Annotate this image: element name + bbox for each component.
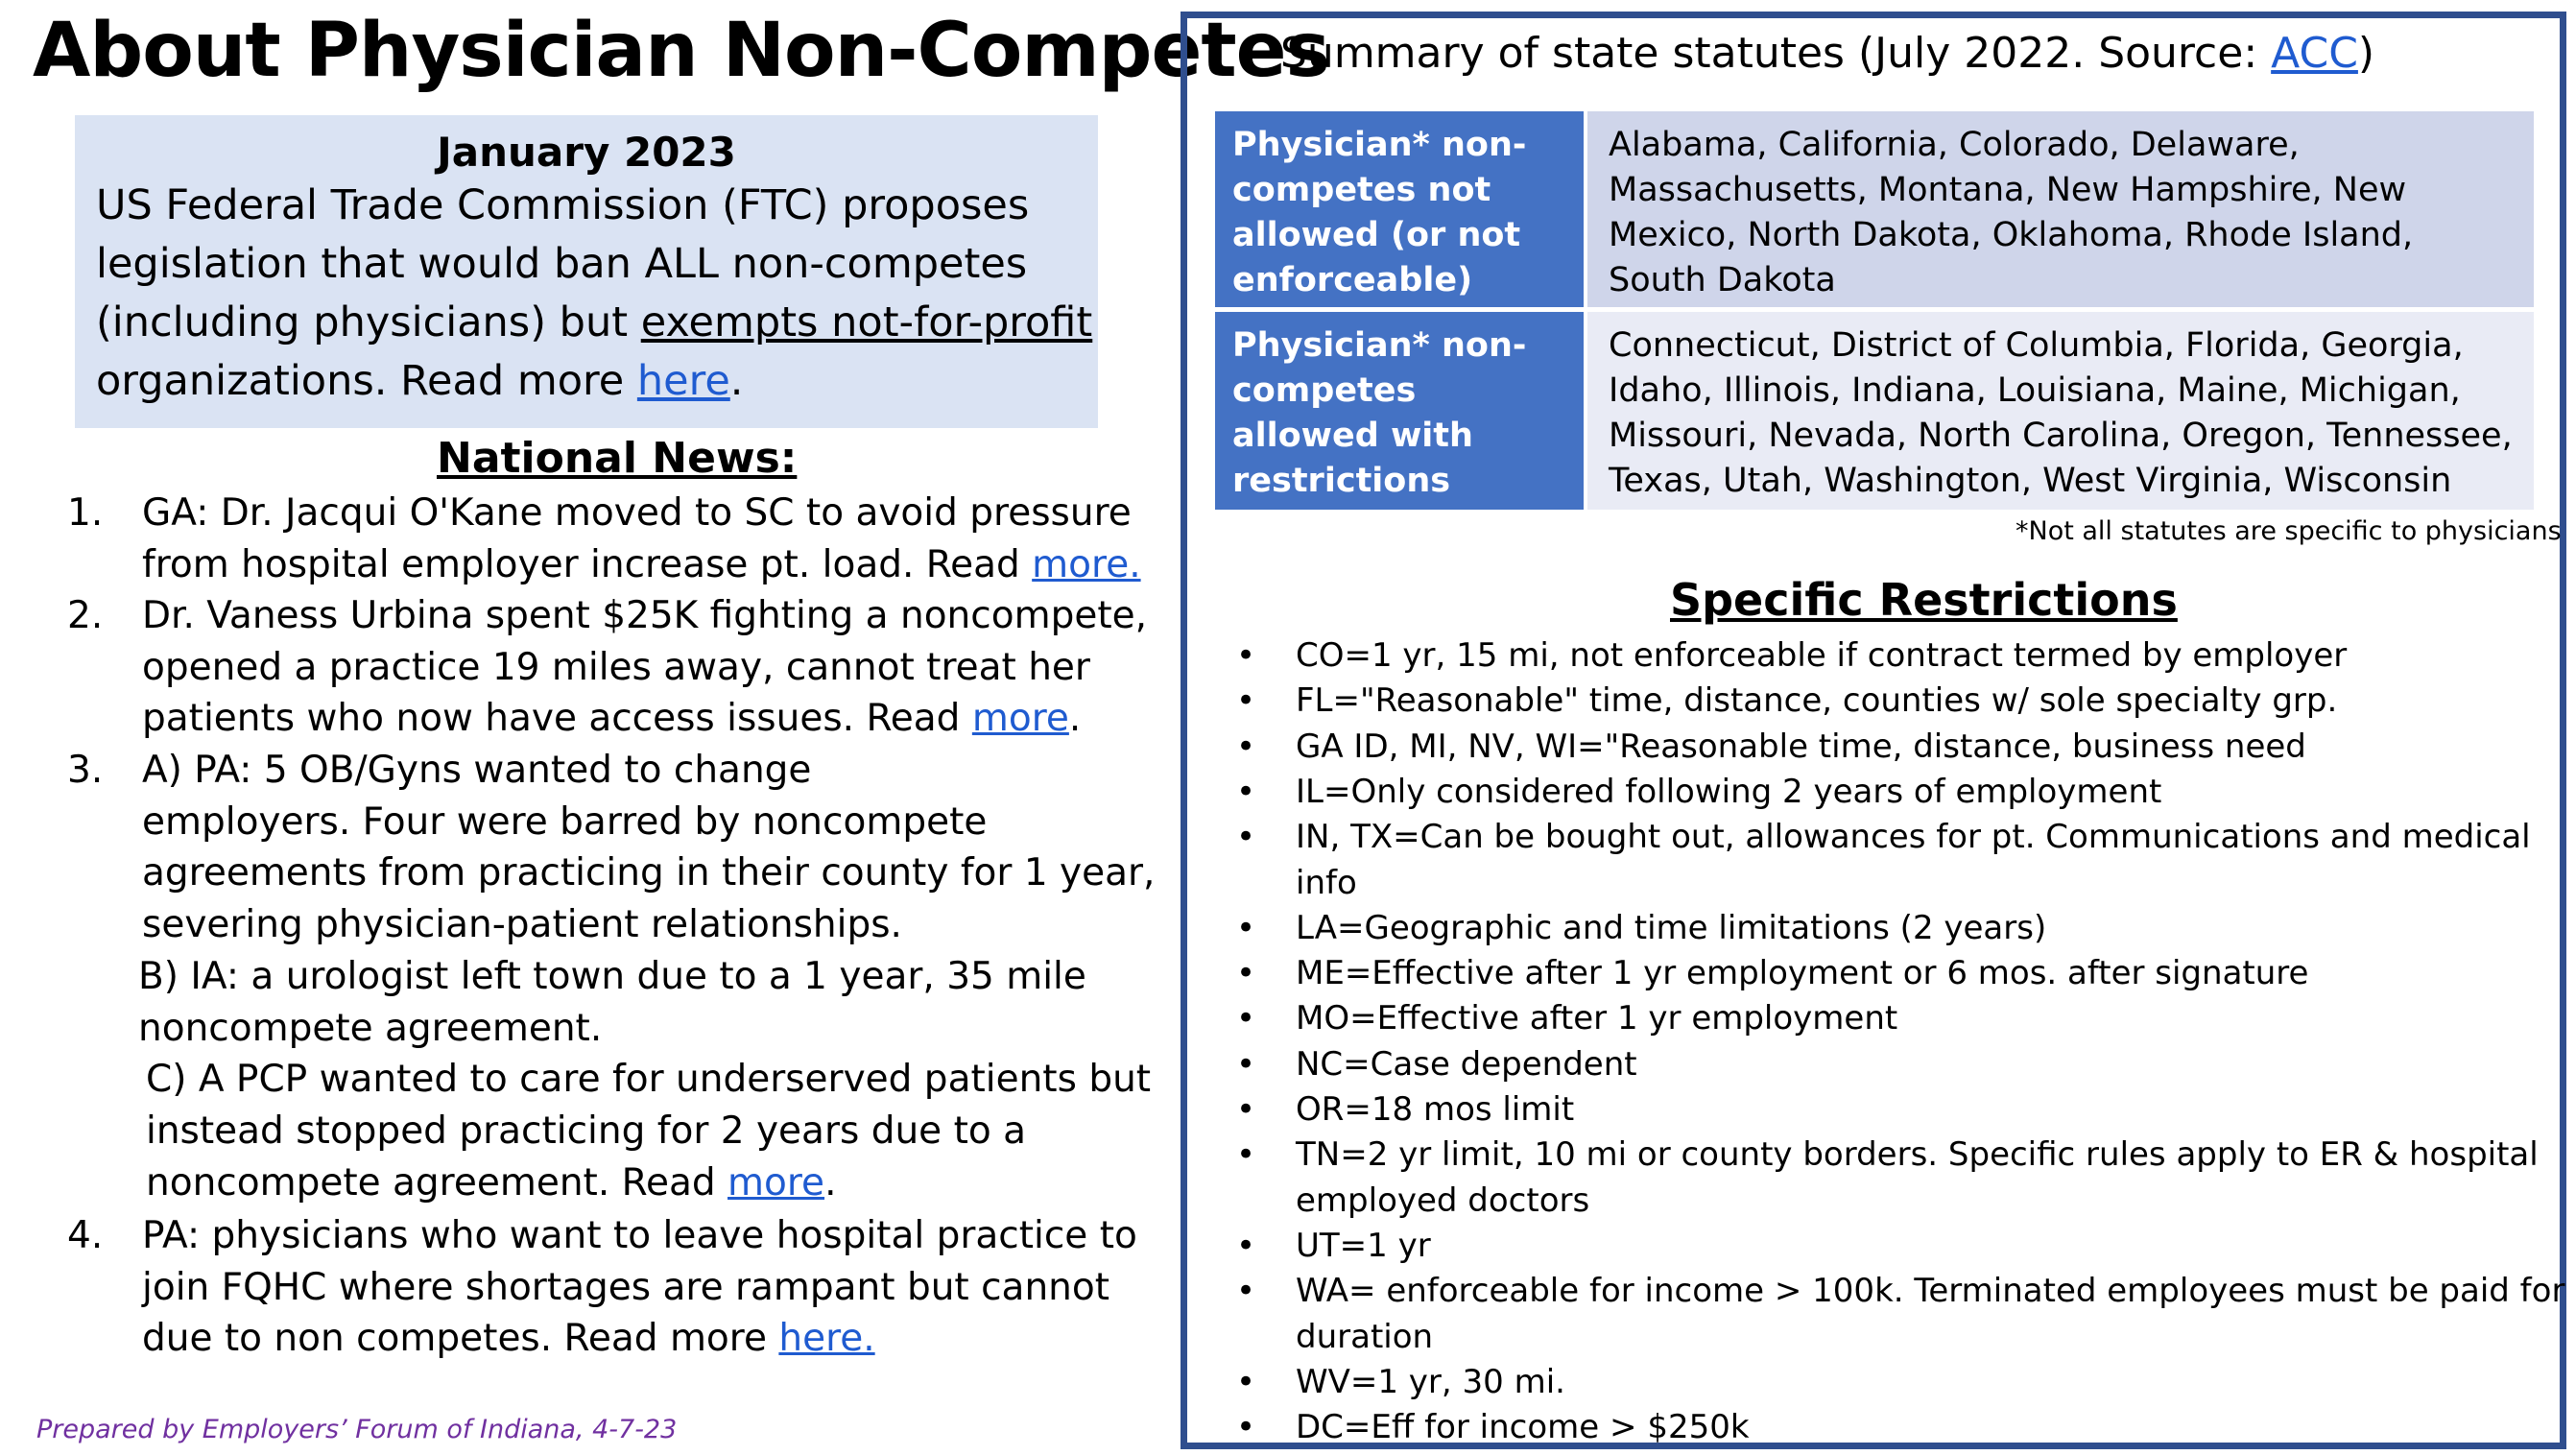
news-item-number: 2.	[67, 594, 104, 637]
news-item-number: 3.	[67, 749, 104, 792]
restriction-line: FL="Reasonable" time, distance, counties w/ sole specialty grp.	[1296, 681, 2338, 721]
ftc-text-after: organizations. Read more	[96, 357, 625, 405]
restriction-line: GA ID, MI, NV, WI="Reasonable time, distance, business need	[1296, 727, 2306, 766]
news-item-line	[142, 1315, 875, 1363]
ftc-text-end: .	[729, 357, 744, 405]
news-line-text: noncompete agreement. Read	[146, 1160, 728, 1205]
news-line-text: PA: physicians who want to leave hospital practice to	[142, 1214, 1137, 1257]
news-line-text: patients who now have access issues. Read	[142, 697, 972, 741]
news-read-more-link[interactable]: more	[727, 1160, 825, 1205]
news-item-line	[142, 901, 902, 949]
news-item-line	[146, 1159, 836, 1207]
news-item-line	[142, 799, 987, 847]
bullet-marker: •	[1236, 727, 1256, 766]
bullet-marker: •	[1236, 1272, 1256, 1311]
bullet-marker: •	[1236, 1090, 1256, 1129]
summary-end: )	[2357, 29, 2375, 78]
news-line-end: .	[1068, 697, 1082, 741]
news-item-line	[142, 489, 1132, 537]
bullet-marker: •	[1236, 772, 1256, 811]
ftc-underlined-text: exempts not-for-profit	[640, 298, 1093, 346]
restriction-line: WV=1 yr, 30 mi.	[1296, 1362, 1565, 1401]
acc-source-link[interactable]: ACC	[2271, 29, 2358, 78]
news-line-text: agreements from practicing in their county for 1 year,	[142, 851, 1156, 895]
news-line-text: C) A PCP wanted to care for underserved patients but	[146, 1058, 1152, 1102]
restriction-line: DC=Eff for income > $250k	[1296, 1408, 1750, 1447]
bullet-marker: •	[1236, 681, 1256, 721]
bullet-marker: •	[1236, 818, 1256, 857]
bullet-marker: •	[1236, 1135, 1256, 1175]
news-line-text: due to non competes. Read more	[142, 1317, 779, 1361]
table-row-header: Physician* non-competes not allowed (or not enforceable)	[1215, 111, 1584, 307]
news-item-number: 1.	[67, 491, 104, 535]
specific-restrictions-heading: Specific Restrictions	[1670, 574, 2178, 626]
restriction-line: IL=Only considered following 2 years of employment	[1296, 772, 2162, 811]
news-read-more-link[interactable]: here.	[778, 1317, 875, 1361]
national-news-heading: National News:	[437, 434, 798, 483]
restriction-line: NC=Case dependent	[1296, 1044, 1637, 1084]
restriction-line: UT=1 yr	[1296, 1226, 1431, 1265]
table-row-states: Alabama, California, Colorado, Delaware, Massachusetts, Montana, New Hampshire, New Mexico, North Dakota, Oklahoma, Rhode Island, South Dakota	[1587, 111, 2534, 307]
bullet-marker: •	[1236, 999, 1256, 1038]
news-item-line	[138, 953, 1086, 1001]
news-line-text: GA: Dr. Jacqui O'Kane moved to SC to avoid pressure	[142, 491, 1132, 535]
news-line-text: noncompete agreement.	[138, 1006, 603, 1050]
news-item-line	[142, 695, 1081, 743]
news-read-more-link[interactable]: more.	[1032, 542, 1141, 586]
ftc-callout-box	[75, 115, 1098, 428]
news-line-text: A) PA: 5 OB/Gyns wanted to change	[142, 749, 812, 792]
restriction-line: LA=Geographic and time limitations (2 years)	[1296, 908, 2047, 947]
bullet-marker: •	[1236, 954, 1256, 993]
news-item-line	[146, 1056, 1151, 1104]
news-item-line	[142, 592, 1147, 640]
news-item-number: 4.	[67, 1214, 104, 1257]
ftc-text: US Federal Trade Commission (FTC) proposes legislation that would ban ALL non-competes (including physicians) but	[96, 181, 1030, 346]
restriction-line: employed doctors	[1296, 1181, 1590, 1220]
news-item-line	[142, 1264, 1109, 1312]
news-item-line	[142, 644, 1090, 692]
footnote: *Not all statutes are specific to physicians	[2015, 516, 2562, 546]
table-row-states: Connecticut, District of Columbia, Florida, Georgia, Idaho, Illinois, Indiana, Louisiana, Maine, Michigan, Missouri, Nevada, North Carolina, Oregon, Tennessee, Texas, Utah, Washington, West Virginia, Wisconsin	[1587, 312, 2534, 510]
restriction-line: info	[1296, 863, 1357, 902]
news-line-text: instead stopped practicing for 2 years due to a	[146, 1109, 1027, 1153]
restriction-line: MO=Effective after 1 yr employment	[1296, 999, 1898, 1038]
restriction-line: WA= enforceable for income > 100k. Terminated employees must be paid for	[1296, 1272, 2565, 1311]
news-item-line	[142, 541, 1141, 589]
summary-heading	[1280, 29, 2374, 78]
restriction-line: duration	[1296, 1317, 1434, 1356]
news-line-text: severing physician-patient relationships.	[142, 903, 902, 947]
ftc-body	[96, 177, 1098, 411]
summary-text: Summary of state statutes (July 2022. Source:	[1280, 29, 2272, 78]
ftc-read-more-link[interactable]: here	[636, 357, 730, 405]
bullet-marker: •	[1236, 1226, 1256, 1265]
bullet-marker: •	[1236, 636, 1256, 675]
news-item-line	[142, 849, 1155, 897]
restriction-line: OR=18 mos limit	[1296, 1090, 1575, 1129]
bullet-marker: •	[1236, 908, 1256, 947]
news-read-more-link[interactable]: more	[971, 697, 1069, 741]
prepared-by-note: Prepared by Employers’ Forum of Indiana, 4-7-23	[36, 1415, 678, 1444]
news-line-text: Dr. Vaness Urbina spent $25K fighting a noncompete,	[142, 594, 1148, 637]
news-line-text: opened a practice 19 miles away, cannot treat her	[142, 645, 1090, 689]
table-row-header: Physician* non-competes allowed with restrictions	[1215, 312, 1584, 510]
page-title: About Physician Non-Competes	[33, 8, 1329, 94]
news-item-line	[142, 1212, 1137, 1260]
news-item-line	[146, 1108, 1026, 1156]
restriction-line: IN, TX=Can be bought out, allowances for pt. Communications and medical	[1296, 818, 2531, 857]
news-line-text: B) IA: a urologist left town due to a 1 year, 35 mile	[138, 954, 1086, 998]
news-line-text: employers. Four were barred by noncompete	[142, 799, 988, 844]
restriction-line: CO=1 yr, 15 mi, not enforceable if contract termed by employer	[1296, 636, 2348, 675]
bullet-marker: •	[1236, 1362, 1256, 1401]
restriction-line: ME=Effective after 1 yr employment or 6 mos. after signature	[1296, 954, 2309, 993]
bullet-marker: •	[1236, 1408, 1256, 1447]
news-line-text: from hospital employer increase pt. load. Read	[142, 542, 1033, 586]
bullet-marker: •	[1236, 1044, 1256, 1084]
news-item-line	[142, 747, 811, 795]
news-line-end: .	[824, 1160, 837, 1205]
restriction-line: TN=2 yr limit, 10 mi or county borders. Specific rules apply to ER & hospital	[1296, 1135, 2539, 1175]
ftc-heading: January 2023	[437, 129, 736, 176]
news-item-line	[138, 1005, 602, 1053]
news-line-text: join FQHC where shortages are rampant but cannot	[142, 1265, 1110, 1309]
